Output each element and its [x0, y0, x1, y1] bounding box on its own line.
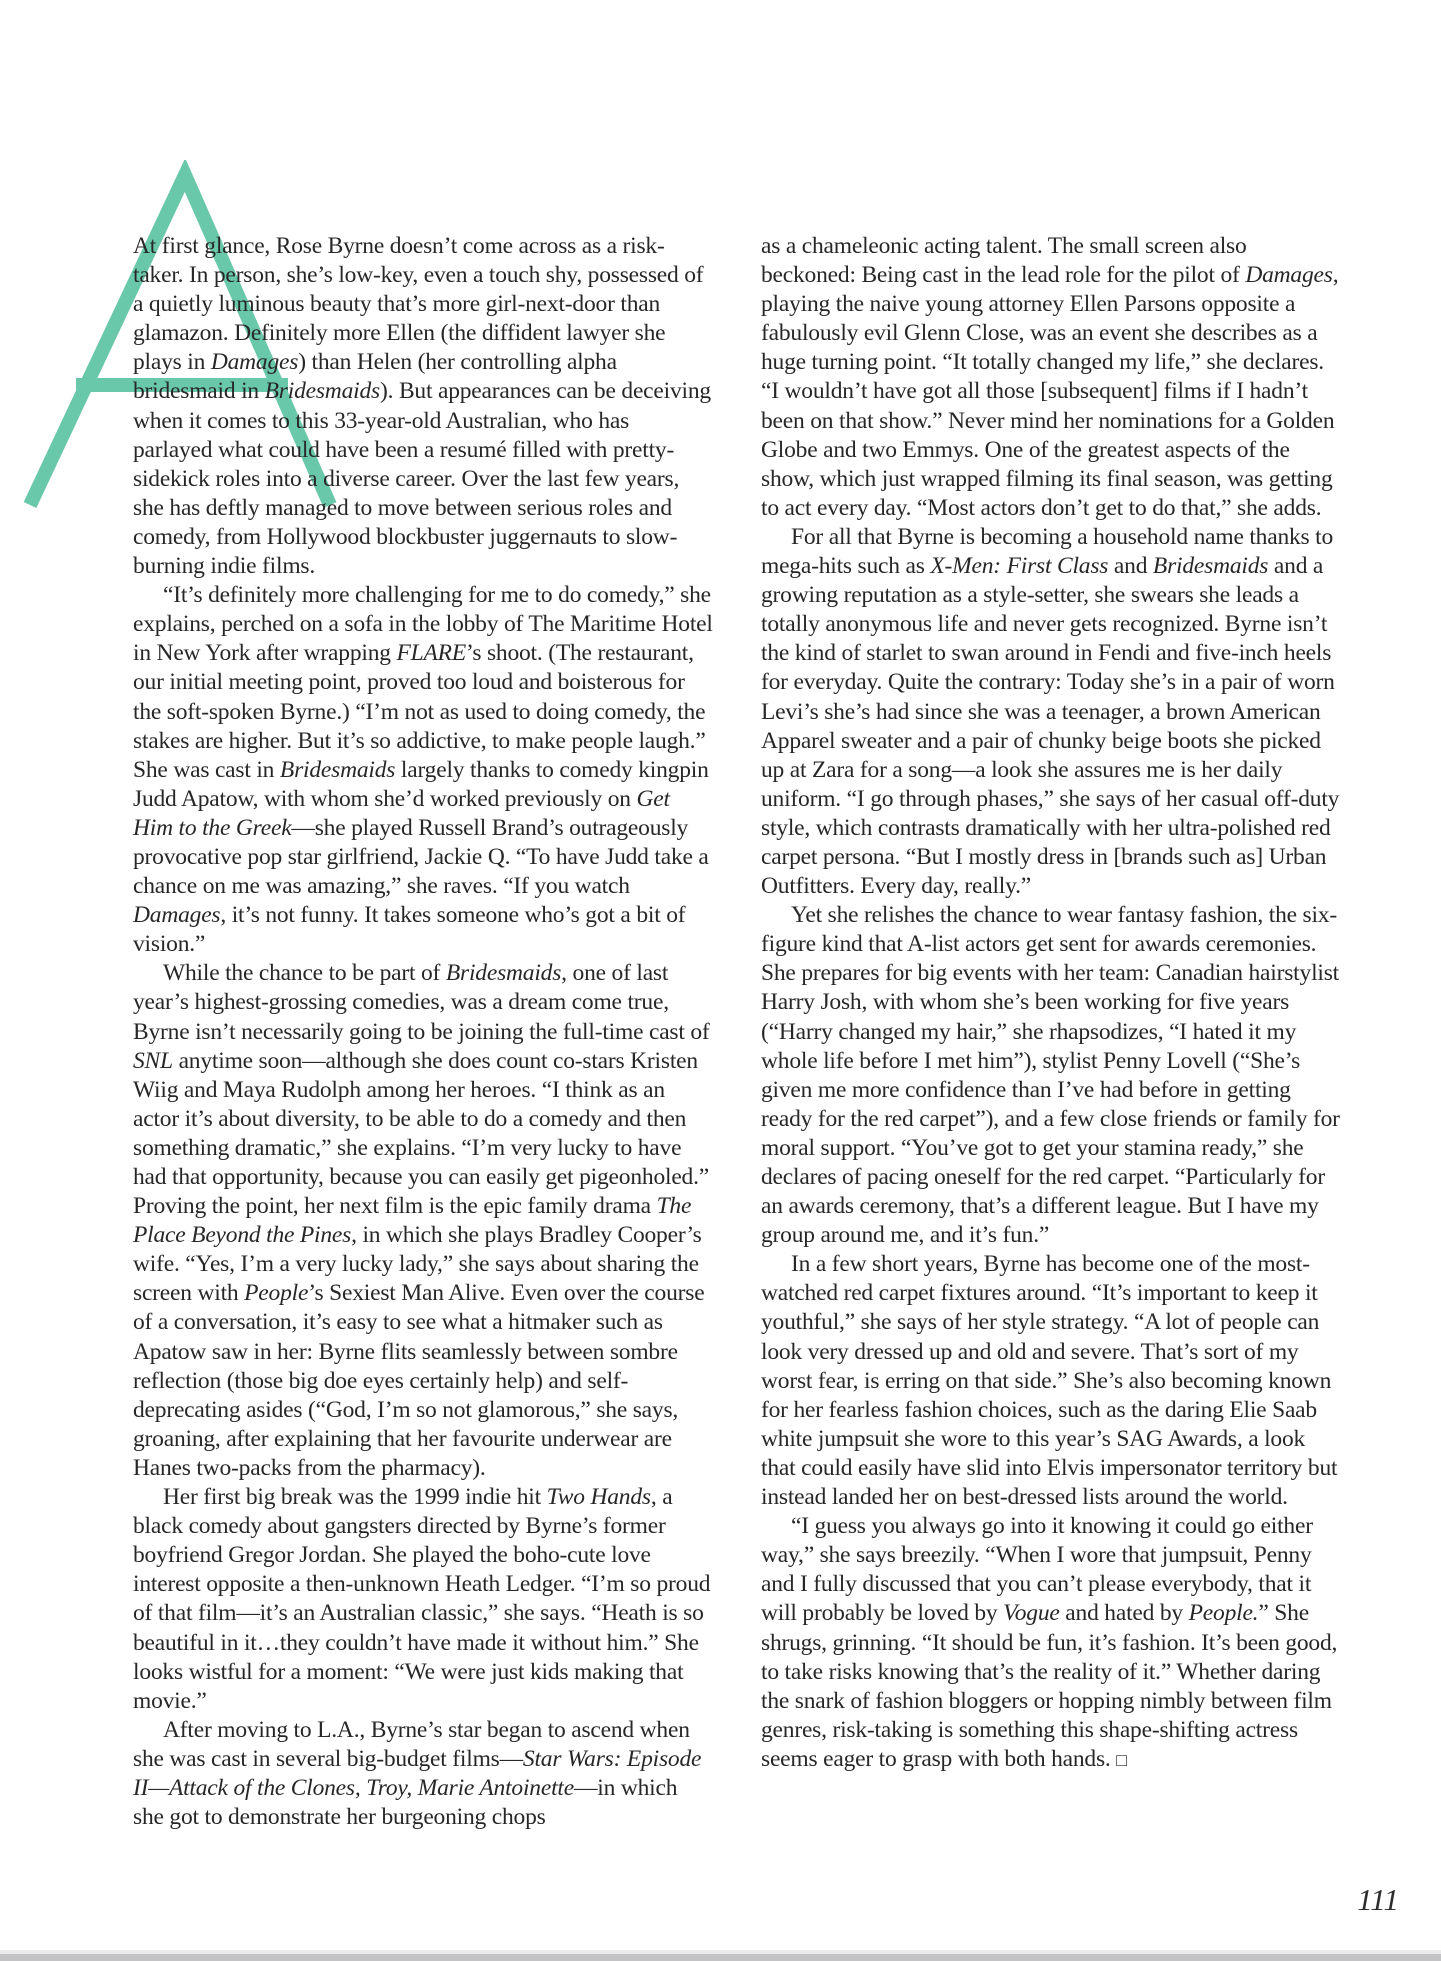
italic-title-run: Two Hands [546, 1484, 651, 1511]
text-run: Her first big break was the 1999 indie hit [163, 1484, 547, 1511]
text-run: “It’s definitely more challenging for me to do comedy,” she explains, perched on a sofa in the lobby of The Maritime Hotel in New York after wrapping [133, 582, 713, 667]
text-run: , one of last year’s highest-grossing comedies, was a dream come true, Byrne isn’t necessarily going to be joining the full-time cast of [133, 960, 710, 1045]
text-run: —in which she got to demonstrate her burgeoning chops [133, 1774, 678, 1831]
drop-cap-text [0, 0, 1, 1]
text-run: At first glance, Rose Byrne doesn’t come across as a risk-taker. In person, she’s low-key, even a touch shy, possessed of a quietly luminous beauty that’s more girl-next-door than glamazon. Definitely more Ellen (the diffident lawyer she plays in [133, 233, 704, 376]
italic-title-run: Damages [210, 349, 299, 376]
text-run: ’s Sexiest Man Alive. Even over the course of a conversation, it’s easy to see what a hitmaker such as Apatow saw in her: Byrne flits seamlessly between sombre reflection (those big doe eyes certainly help) and self-deprecating asides (“God, I’m so not glamorous,” she says, groaning, after explaining that her favourite underwear are Hanes two-packs from the pharmacy). [133, 1280, 705, 1481]
paragraph [133, 232, 713, 581]
italic-title-run: The Place Beyond the Pines [133, 1193, 692, 1249]
italic-title-run: SNL [133, 1047, 173, 1074]
footer-bar [0, 1950, 1441, 1961]
right-column [761, 232, 1341, 1832]
paragraph [761, 523, 1341, 901]
text-run: , playing the naive young attorney Ellen Parsons opposite a fabulously evil Glenn Close, was an event she describes as a huge turning point. “It totally changed my life,” she declares. “I wouldn’t have got all those [subsequent] films if I hadn’t been on that show.” Never mind her nominations for a Golden Globe and two Emmys. One of the greatest aspects of the show, which just wrapped filming its final season, was getting to act every day. “Most actors don’t get to do that,” she adds. [761, 262, 1339, 521]
text-run: , in which she plays Bradley Cooper’s wife. “Yes, I’m a very lucky lady,” she says about sharing the screen with [133, 1222, 702, 1307]
text-run: ) than Helen (her controlling alpha bridesmaid in [133, 349, 617, 405]
italic-title-run: People. [1188, 1600, 1259, 1627]
text-run: Yet she relishes the chance to wear fantasy fashion, the six-figure kind that A-list actors get sent for awards ceremonies. She prepares for big events with her team: Canadian hairstylist Harry Josh, with whom she’s been working for five years (“Harry changed my hair,” she rhapsodizes, “I hated it my whole life before I met him”), stylist Penny Lovell (“She’s given me more confidence than I’ve had before in getting ready for the red carpet”), and a few close friends or family for moral support. “You’ve got to get your stamina ready,” she declares of pacing oneself for the red carpet. “Particularly for an awards ceremony, that’s a different league. But I have my group around me, and it’s fun.” [761, 902, 1340, 1249]
text-run: anytime soon—although she does count co-stars Kristen Wiig and Maya Rudolph among her heroes. “I think as an actor it’s about diversity, to be able to do a comedy and then something dramatic,” she explains. “I’m very lucky to have had that opportunity, because you can easily get pigeonholed.” Proving the point, her next film is the epic family drama [133, 1047, 710, 1220]
paragraph [133, 1716, 713, 1832]
text-run: ’s shoot. (The restaurant, our initial meeting point, proved too loud and boisterous for the soft-spoken Byrne.) “I’m not as used to doing comedy, the stakes are higher. But it’s so addictive, to make people laugh.” She was cast in [133, 640, 706, 783]
text-run: , a black comedy about gangsters directed by Byrne’s former boyfriend Gregor Jordan. She played the boho-cute love interest opposite a then-unknown Heath Ledger. “I’m so proud of that film—it’s an Australian classic,” she says. “Heath is so beautiful in it…they couldn’t have made it without him.” She looks wistful for a moment: “We were just kids making that movie.” [133, 1484, 711, 1714]
text-run: —she played Russell Brand’s outrageously provocative pop star girlfriend, Jackie Q. “To have Judd take a chance on me was amazing,” she raves. “If you watch [133, 814, 709, 900]
italic-title-run: Star Wars: Episode II—Attack of the Clones, Troy, Marie Antoinette [133, 1745, 702, 1801]
italic-title-run: Bridesmaids [279, 756, 396, 783]
text-run: For all that Byrne is becoming a household name thanks to mega-hits such as [761, 523, 1334, 580]
footer-strip-gray [0, 1954, 1441, 1961]
italic-title-run: People [244, 1280, 309, 1307]
text-run: “I guess you always go into it knowing it could go either way,” she says breezily. “When I wore that jumpsuit, Penny and I fully discussed that you can’t please everybody, that it will probably be loved by [761, 1513, 1313, 1627]
italic-title-run: Bridesmaids [264, 378, 380, 405]
paragraph [133, 581, 713, 959]
text-run: and a growing reputation as a style-setter, she swears she leads a totally anonymous life and never gets recognized. Byrne isn’t the kind of starlet to swan around in Fendi and five-inch heels for everyday. Quite the contrary: Today she’s in a pair of worn Levi’s she’s had since she was a teenager, a brown American Apparel sweater and a pair of chunky beige boots she picked up at Zara for a song—a look she assures me is her daily uniform. “I go through phases,” she says of her casual off-duty style, which contrasts dramatically with her ultra-polished red carpet persona. “But I mostly dress in [brands such as] Urban Outfitters. Every day, really.” [761, 553, 1340, 900]
text-run: as a chameleonic acting talent. The small screen also beckoned: Being cast in the lead role for the pilot of [761, 233, 1247, 289]
end-of-article-mark: □ [1116, 1749, 1128, 1770]
paragraph [133, 959, 713, 1483]
italic-title-run: FLARE [396, 640, 466, 667]
text-run: largely thanks to comedy kingpin Judd Apatow, with whom she’d worked previously on [133, 756, 709, 812]
text-run: In a few short years, Byrne has become one of the most-watched red carpet fixtures around. “It’s important to keep it youthful,” she says of her style strategy. “A lot of people can look very dressed up and old and severe. That’s sort of my worst fear, is erring on that side.” She’s also becoming known for her fearless fashion choices, such as the daring Elie Saab white jumpsuit she wore to this year’s SAG Awards, a look that could easily have slid into Elvis impersonator territory but instead landed her on best-dressed lists around the world. [761, 1251, 1338, 1511]
paragraph [761, 1512, 1341, 1775]
italic-title-run: Damages [133, 902, 221, 929]
page-number: 111 [1357, 1882, 1399, 1917]
paragraph [133, 1483, 713, 1716]
paragraph [761, 901, 1341, 1250]
paragraph [761, 232, 1341, 523]
article-body [133, 232, 1341, 1832]
italic-title-run: Bridesmaids [1152, 553, 1269, 580]
text-run: and hated by [1059, 1600, 1189, 1627]
text-run: ). But appearances can be deceiving when it comes to this 33-year-old Australian, who has parlayed what could have been a resumé filled with pretty-sidekick roles into a diverse career. Over the last few years, she has deftly managed to move between serious roles and comedy, from Hollywood blockbuster juggernauts to slow-burning indie films. [133, 378, 711, 580]
text-run: and [1108, 553, 1153, 580]
italic-title-run: Get Him to the Greek [133, 785, 670, 841]
italic-title-run: Vogue [1003, 1600, 1060, 1627]
paragraph [761, 1250, 1341, 1512]
italic-title-run: Bridesmaids [445, 960, 562, 987]
text-run: ” She shrugs, grinning. “It should be fun, it’s fashion. It’s been good, to take risks knowing that’s the reality of it.” Whether daring the snark of fashion bloggers or hopping nimbly between film genres, risk-taking is something this shape-shifting actress seems eager to grasp with both hands. [761, 1600, 1338, 1772]
text-run: After moving to L.A., Byrne’s star began to ascend when she was cast in several big-budget films— [133, 1716, 690, 1772]
text-run: While the chance to be part of [163, 960, 446, 987]
italic-title-run: X-Men: First Class [930, 553, 1109, 580]
italic-title-run: Damages [1245, 262, 1333, 289]
left-column [133, 232, 713, 1832]
text-run: , it’s not funny. It takes someone who’s got a bit of vision.” [133, 902, 686, 958]
